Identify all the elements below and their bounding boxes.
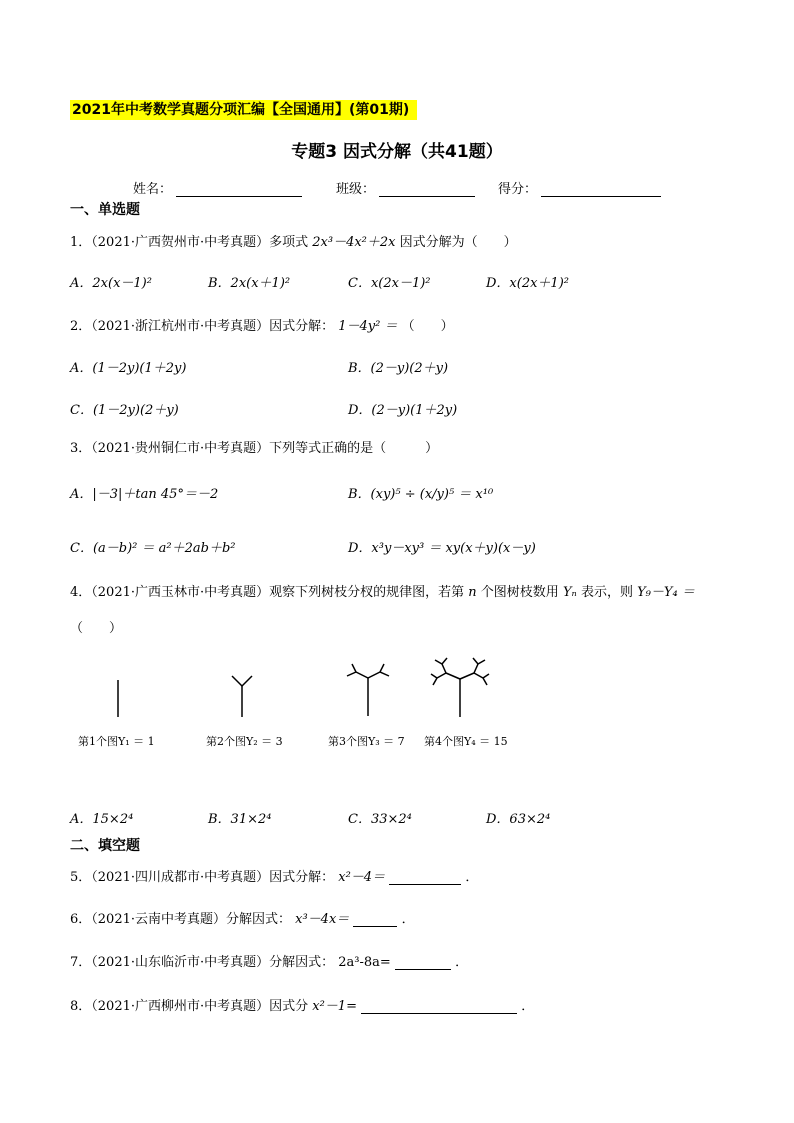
q5-stem: 5．（2021·四川成都市·中考真题）因式分解：: [70, 870, 335, 885]
q8-end: ．: [521, 999, 535, 1014]
q7-answer-blank[interactable]: [395, 955, 451, 970]
q4-stem: 4．（2021·广西玉林市·中考真题）观察下列树枝分杈的规律图，若第: [70, 585, 465, 600]
q6-expr: x³－4x＝: [295, 912, 350, 927]
q2-option-b[interactable]: B．(2－y)(2＋y): [348, 361, 449, 376]
tree-label-1: 第1个图Y₁ ＝ 1: [78, 735, 155, 748]
q3-option-a[interactable]: A．|－3|＋tan 45°＝－2: [70, 487, 219, 502]
q1-expr: 2x³－4x²＋2x: [312, 235, 396, 250]
q3-option-c[interactable]: C．(a－b)² ＝ a²＋2ab＋b²: [70, 541, 236, 556]
page-title: 专题3 因式分解（共41题）: [291, 142, 503, 162]
question-2: [70, 315, 454, 334]
score-blank[interactable]: [541, 182, 661, 197]
q4-option-c[interactable]: C．33×2⁴: [348, 812, 412, 827]
q7-stem: 7．（2021·山东临沂市·中考真题）分解因式：: [70, 955, 335, 970]
q3-option-b[interactable]: B．(xy)⁵ ÷ (x/y)⁵ ＝ x¹⁰: [348, 487, 494, 502]
question-7: [70, 951, 468, 970]
tree-label-3: 第3个图Y₃ ＝ 7: [328, 735, 405, 748]
q3-option-d[interactable]: D．x³y－xy³ ＝ xy(x＋y)(x－y): [348, 541, 536, 556]
q4-option-d[interactable]: D．63×2⁴: [486, 812, 551, 827]
q1-stem: 1．（2021·广西贺州市·中考真题）多项式: [70, 235, 309, 250]
score-field[interactable]: [498, 178, 661, 197]
tree-label-2: 第2个图Y₂ ＝ 3: [206, 735, 283, 748]
q4-paren: （ ）: [70, 621, 123, 636]
question-1: [70, 231, 517, 250]
section-single-choice: 一、单选题: [70, 202, 140, 218]
banner-title: 2021年中考数学真题分项汇编【全国通用】(第01期): [70, 100, 417, 120]
q7-end: ．: [455, 955, 469, 970]
q4-expr: Y₉－Y₄ ＝: [637, 585, 695, 600]
name-label: 姓名：: [133, 182, 173, 197]
q4-option-b[interactable]: B．31×2⁴: [208, 812, 272, 827]
score-label: 得分：: [498, 182, 538, 197]
question-4: [70, 581, 695, 600]
q4-n: n: [468, 585, 477, 600]
q8-answer-blank[interactable]: [361, 999, 517, 1014]
tree-figure-3: [340, 658, 400, 718]
tree-figure-1: [100, 672, 140, 722]
question-5: [70, 866, 478, 885]
q4-yn: Yₙ: [562, 585, 577, 600]
q5-end: ．: [465, 870, 479, 885]
class-field[interactable]: [336, 178, 475, 197]
q1-tail: 因式分解为（ ）: [399, 235, 517, 250]
q4-mid: 个图树枝数用: [480, 585, 559, 600]
q8-expr: x²－1=: [312, 999, 357, 1014]
tree-figure-4: [428, 655, 492, 719]
q6-answer-blank[interactable]: [353, 912, 397, 927]
q2-expr: 1－4y² ＝: [338, 319, 398, 334]
q8-stem: 8．（2021·广西柳州市·中考真题）因式分: [70, 999, 309, 1014]
q4-option-a[interactable]: A．15×2⁴: [70, 812, 134, 827]
q2-option-c[interactable]: C．(1－2y)(2＋y): [70, 403, 179, 418]
q1-option-d[interactable]: D．x(2x＋1)²: [486, 276, 569, 291]
class-label: 班级：: [336, 182, 376, 197]
tree-label-4: 第4个图Y₄ ＝ 15: [424, 735, 508, 748]
question-3: 3．（2021·贵州铜仁市·中考真题）下列等式正确的是（ ）: [70, 441, 439, 456]
q1-option-b[interactable]: B．2x(x＋1)²: [208, 276, 291, 291]
class-blank[interactable]: [379, 182, 475, 197]
q7-expr: 2a³-8a=: [338, 955, 391, 970]
q2-tail: （ ）: [401, 319, 454, 334]
tree-figure-2: [222, 668, 262, 718]
q2-option-a[interactable]: A．(1－2y)(1＋2y): [70, 361, 187, 376]
q4-mid2: 表示，则: [580, 585, 633, 600]
q5-answer-blank[interactable]: [389, 870, 461, 885]
q6-end: ．: [401, 912, 415, 927]
question-8: [70, 995, 534, 1014]
q2-stem: 2．（2021·浙江杭州市·中考真题）因式分解：: [70, 319, 335, 334]
q1-option-c[interactable]: C．x(2x－1)²: [348, 276, 431, 291]
q6-stem: 6．（2021·云南中考真题）分解因式：: [70, 912, 291, 927]
q5-expr: x²－4＝: [338, 870, 386, 885]
q1-option-a[interactable]: A．2x(x－1)²: [70, 276, 152, 291]
name-field[interactable]: [133, 178, 302, 197]
name-blank[interactable]: [176, 182, 302, 197]
q2-option-d[interactable]: D．(2－y)(1＋2y): [348, 403, 458, 418]
question-6: [70, 908, 415, 927]
section-fill-blank: 二、填空题: [70, 838, 140, 854]
